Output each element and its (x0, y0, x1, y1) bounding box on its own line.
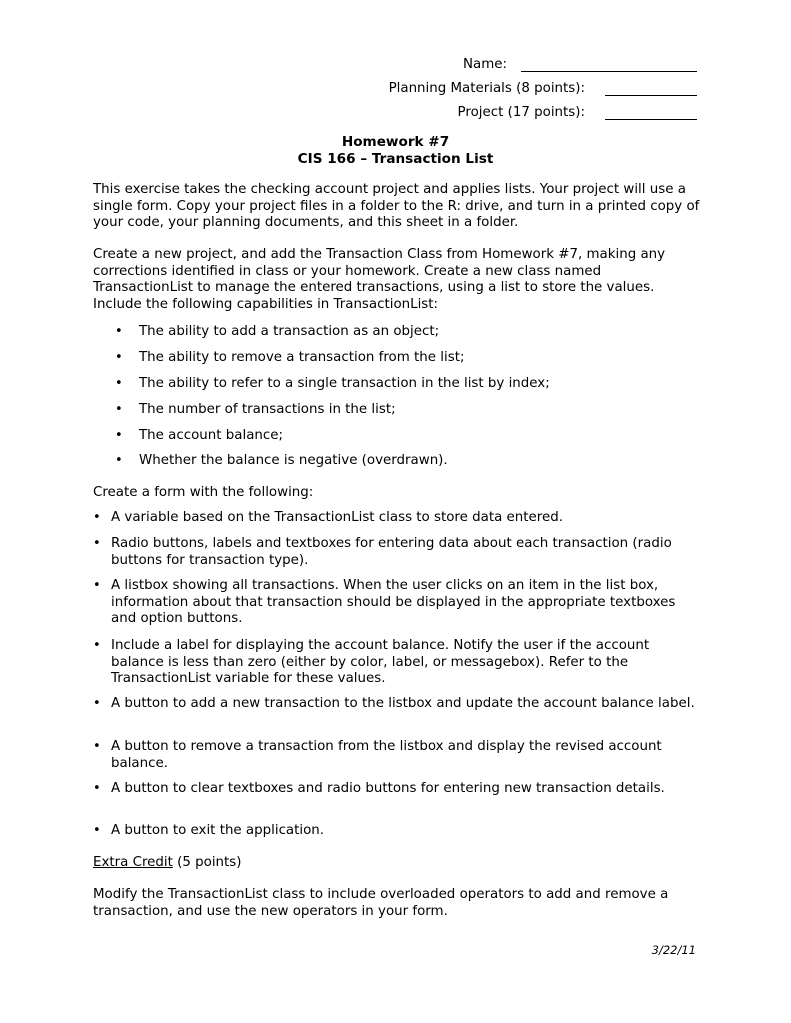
bullet-icon: • (93, 638, 101, 653)
project-label: Project (17 points): (457, 105, 585, 120)
bullet-icon: • (115, 324, 123, 339)
name-label: Name: (462, 57, 507, 72)
capability-item: • The ability to remove a transaction from the list; (115, 350, 465, 365)
bullet-icon: • (115, 428, 123, 443)
capability-item: • Whether the balance is negative (overdrawn). (115, 453, 448, 468)
document-page: Name: Planning Materials (8 points): Project (17 points): Homework #7 CIS 166 – Transaction List This exercise takes the checking account project and applies lists. Your project will use a single form. Copy your project files in a folder to the R: drive, and turn in a printed copy of your code, your planning documents, and this sheet in a folder. Create a new project, and add the Transaction Class from Homework #7, making any corrections identified in class or your homework. Create a new class named TransactionList to manage the entered transactions, using a list to store the values. Include the following capabilities in TransactionList: • The ability to add a transaction as an object; • The ability to remove a transaction from the list; • The ability to refer to a single transaction in the list by index; • The number of transactions in the list; • The account balance; • Whether the balance is negative (overdrawn). Create a form with the following: • A variable based on the TransactionList class to store data entered. • Radio buttons, labels and textboxes for entering data about each transaction (radio buttons for transaction type). • A listbox showing all transactions. When the user clicks on an item in the list box, information about that transaction should be displayed in the appropriate textboxes and option buttons. • Include a label for displaying the account balance. Notify the user if the account balance is less than zero (either by color, label, or messagebox). Refer to the TransactionList variable for these values. • A button to add a new transaction to the listbox and update the account balance label. • A button to remove a transaction from the listbox and display the revised account balance. • A button to clear textboxes and radio buttons for entering new transaction details. • A button to exit the application. Extra Credit (5 points) Modify the TransactionList class to include overloaded operators to add and remove a transaction, and use the new operators in your form. 3/22/11 (0, 0, 791, 1023)
bullet-icon: • (93, 578, 101, 593)
bullet-icon: • (93, 781, 101, 796)
extra-credit-label: Extra Credit (93, 855, 173, 870)
planning-points-row (389, 76, 697, 96)
document-date: 3/22/11 (651, 943, 696, 957)
name-blank-line (521, 57, 697, 72)
form-intro: Create a form with the following: (93, 485, 314, 500)
project-blank-line (605, 105, 697, 120)
capability-item: • The number of transactions in the list; (115, 402, 396, 417)
extra-credit-text: Modify the TransactionList class to include overloaded operators to add and remove a transaction, and use the new operators in your form. (93, 887, 669, 919)
capability-item: • The ability to refer to a single transaction in the list by index; (115, 376, 550, 391)
extra-credit-heading (93, 855, 242, 870)
create-project-paragraph: Create a new project, and add the Transaction Class from Homework #7, making any corrections identified in class or your homework. Create a new class named TransactionList to manage the entered transactions, using a list to store the values. Include the following capabilities in TransactionList: (93, 247, 666, 312)
bullet-icon: • (115, 453, 123, 468)
intro-paragraph: This exercise takes the checking account project and applies lists. Your project will use a single form. Copy your project files in a folder to the R: drive, and turn in a printed copy of your code, your planning documents, and this sheet in a folder. (93, 182, 700, 231)
bullet-icon: • (115, 376, 123, 391)
planning-blank-line (605, 81, 697, 96)
bullet-icon: • (93, 739, 101, 754)
extra-credit-points: (5 points) (177, 855, 242, 870)
capability-item: • The ability to add a transaction as an object; (115, 324, 440, 339)
title-line-1: Homework #7 (341, 134, 450, 150)
capability-item: • The account balance; (115, 428, 283, 443)
bullet-icon: • (115, 402, 123, 417)
bullet-icon: • (93, 696, 101, 711)
bullet-icon: • (93, 823, 101, 838)
name-field-row (463, 52, 697, 72)
bullet-icon: • (115, 350, 123, 365)
bullet-icon: • (93, 510, 101, 525)
bullet-icon: • (93, 536, 101, 551)
title-line-2: CIS 166 – Transaction List (297, 151, 494, 167)
project-points-row (458, 100, 697, 120)
planning-label: Planning Materials (8 points): (388, 81, 585, 96)
